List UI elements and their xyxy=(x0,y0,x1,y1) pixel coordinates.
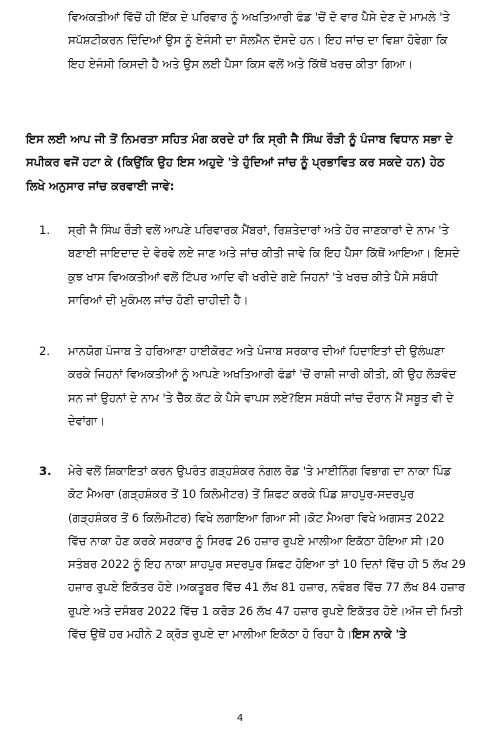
list-item xyxy=(24,460,466,646)
list-item-number: 1. xyxy=(39,223,51,237)
list-item-text: ਸ੍ਰੀ ਜੈ ਸਿੰਘ ਰੌੜੀ ਵਲੋਂ ਆਪਣੇ ਪਰਿਵਾਰਕ ਮੈਂਬਰਾਂ, ਰਿਸ਼ਤੇਦਾਰਾਂ ਅਤੇ ਹੋਰ ਜਾਣਕਾਰਾਂ ਦੇ ਨਾਮ 'ਤੇ ਬਣਾਈ ਜਾਇਦਾਦ ਦੇ ਵੇਰਵੇ ਲਏ ਜਾਣ ਅਤੇ ਜਾਂਚ ਕੀਤੀ ਜਾਵੇ ਕਿ ਇਹ ਪੈਸਾ ਕਿੱਥੋਂ ਆਇਆ। ਇਸਦੇ ਕੁਝ ਖਾਸ ਵਿਅਕਤੀਆਂ ਵਲੋਂ ਟਿੱਪਰ ਆਦਿ ਵੀ ਖਰੀਦੇ ਗਏ ਜਿਹਨਾਂ 'ਤੇ ਖਰਚ ਕੀਤੇ ਪੈਸੇ ਸਬੰਧੀ ਸਾਰਿਆਂ ਦੀ ਮੁਕੰਮਲ ਜਾਂਚ ਹੋਣੀ ਚਾਹੀਦੀ ਹੈ। xyxy=(68,223,460,307)
page-number: 4 xyxy=(236,713,244,724)
list-item-bold-tail: ਇਸ ਨਾਕੇ 'ਤੇ xyxy=(352,627,407,642)
list-item-text: ਮਾਨਯੋਗ ਪੰਜਾਬ ਤੇ ਹਰਿਆਣਾ ਹਾਈਕੋਰਟ ਅਤੇ ਪੰਜਾਬ ਸਰਕਾਰ ਦੀਆਂ ਹਿਦਾਇਤਾਂ ਦੀ ਉਲੰਘਣਾ ਕਰਕੇ ਜਿਹਨਾਂ ਵਿਅਕਤੀਆਂ ਨੂੰ ਆਪਣੇ ਅਖਤਿਆਰੀ ਫੰਡਾਂ 'ਚੋਂ ਰਾਸ਼ੀ ਜਾਰੀ ਕੀਤੀ, ਕੀ ਉਹ ਲੋੜਵੰਦ ਸਨ ਜਾਂ ਉਹਨਾਂ ਦੇ ਨਾਮ 'ਤੇ ਚੈੱਕ ਕੱਟ ਕੇ ਪੈਸੇ ਵਾਪਸ ਲਏ?ਇਸ ਸਬੰਧੀ ਜਾਂਚ ਦੌਰਾਨ ਮੈਂ ਸਬੂਤ ਵੀ ਦੇ ਦੇਵਾਂਗਾ। xyxy=(68,344,457,428)
list-item-number: 2. xyxy=(39,344,51,358)
paragraph-top: ਵਿਅਕਤੀਆਂ ਵਿੱਚੋਂ ਹੀ ਇੱਕ ਦੇ ਪਰਿਵਾਰ ਨੂੰ ਅਖਤਿਆਰੀ ਫੰਡ 'ਚੋਂ ਦੋ ਵਾਰ ਪੈਸੇ ਦੇਣ ਦੇ ਮਾਮਲੇ 'ਤੇ ਸਪੱਸ਼ਟੀਕਰਨ ਦਿੰਦਿਆਂ ਉਸ ਨੂੰ ਏਜੰਸੀ ਦਾ ਸੋਲਮੈਨ ਦੱਸਦੇ ਹਨ। ਇਹ ਜਾਂਚ ਦਾ ਵਿਸ਼ਾ ਹੋਵੇਗਾ ਕਿ ਇਹ ਏਜੰਸੀ ਕਿਸਦੀ ਹੈ ਅਤੇ ਉਸ ਲਈ ਪੈਸਾ ਕਿਸ ਵਲੋਂ ਅਤੇ ਕਿੱਥੋਂ ਖਰਚ ਕੀਤਾ ਗਿਆ। xyxy=(68,10,450,71)
list-item-text: ਮੇਰੇ ਵਲੋਂ ਸ਼ਿਕਾਇਤਾਂ ਕਰਨ ਉਪਰੰਤ ਗੜ੍ਹਸ਼ੰਕਰ ਨੰਗਲ ਰੋਡ 'ਤੇ ਮਾਈਨਿੰਗ ਵਿਭਾਗ ਦਾ ਨਾਕਾ ਪਿੰਡ ਕੋਟ ਮੈਅਰਾ (ਗੜ੍ਹਸ਼ੰਕਰ ਤੋਂ 10 ਕਿਲੋਮੀਟਰ) ਤੋਂ ਸ਼ਿਫਟ ਕਰਕੇ ਪਿੰਡ ਸ਼ਾਹਪੁਰ-ਸਦਰਪੁਰ (ਗੜ੍ਹਸ਼ੰਕਰ ਤੋਂ 6 ਕਿਲੋਮੀਟਰ) ਵਿਖੇ ਲਗਾਇਆ ਗਿਆ ਸੀ।ਕੋਟ ਮੈਅਰਾ ਵਿਖੇ ਅਗਸਤ 2022 ਵਿੱਚ ਨਾਕਾ ਹੋਣ ਕਰਕੇ ਸਰਕਾਰ ਨੂੰ ਸਿਰਫ 26 ਹਜ਼ਾਰ ਰੁਪਏ ਮਾਲੀਆ ਇਕੱਠਾ ਹੋਇਆ ਸੀ।20 ਸਤੰਬਰ 2022 ਨੂੰ ਇਹ ਨਾਕਾ ਸ਼ਾਹਪੁਰ ਸਦਰਪੁਰ ਸ਼ਿਫਟ ਹੋਇਆ ਤਾਂ 10 ਦਿਨਾਂ ਵਿੱਚ ਹੀ 5 ਲੱਖ 29 ਹਜ਼ਾਰ ਰੁਪਏ ਇਕੱਤਰ ਹੋਏ।ਅਕਤੂਬਰ ਵਿੱਚ 41 ਲੱਖ 81 ਹਜ਼ਾਰ, ਨਵੰਬਰ ਵਿੱਚ 77 ਲੱਖ 84 ਹਜ਼ਾਰ ਰੁਪਏ ਅਤੇ ਦਸੰਬਰ 2022 ਵਿੱਚ 1 ਕਰੋੜ 26 ਲੱਖ 47 ਹਜ਼ਾਰ ਰੁਪਏ ਇਕੱਤਰ ਹੋਏ।ਅੱਜ ਦੀ ਮਿਤੀ ਵਿੱਚ ਉਥੋਂ ਹਰ ਮਹੀਨੇ 2 ਕ੍ਰੋੜ ਰੁਪਏ ਦਾ ਮਾਲੀਆ ਇਕੱਠਾ ਹੋ ਰਿਹਾ ਹੈ। xyxy=(68,464,466,642)
list-item-number: 3. xyxy=(39,464,52,478)
paragraph-request: ਇਸ ਲਈ ਆਪ ਜੀ ਤੋਂ ਨਿਮਰਤਾ ਸਹਿਤ ਮੰਗ ਕਰਦੇ ਹਾਂ ਕਿ ਸ੍ਰੀ ਜੈ ਸਿੰਘ ਰੌੜੀ ਨੂੰ ਪੰਜਾਬ ਵਿਧਾਨ ਸਭਾ ਦੇ ਸਪੀਕਰ ਵਜੋਂ ਹਟਾ ਕੇ (ਕਿਉਂਕਿ ਉਹ ਇਸ ਅਹੁਦੇ 'ਤੇ ਹੁੰਦਿਆਂ ਜਾਂਚ ਨੂੰ ਪ੍ਰਭਾਵਿਤ ਕਰ ਸਕਦੇ ਹਨ) ਹੇਠ ਲਿਖੇ ਅਨੁਸਾਰ ਜਾਂਚ ਕਰਵਾਈ ਜਾਵੇ: xyxy=(26,132,453,193)
list-item-body xyxy=(68,460,466,646)
list-item xyxy=(24,340,466,433)
list-item xyxy=(24,219,466,312)
